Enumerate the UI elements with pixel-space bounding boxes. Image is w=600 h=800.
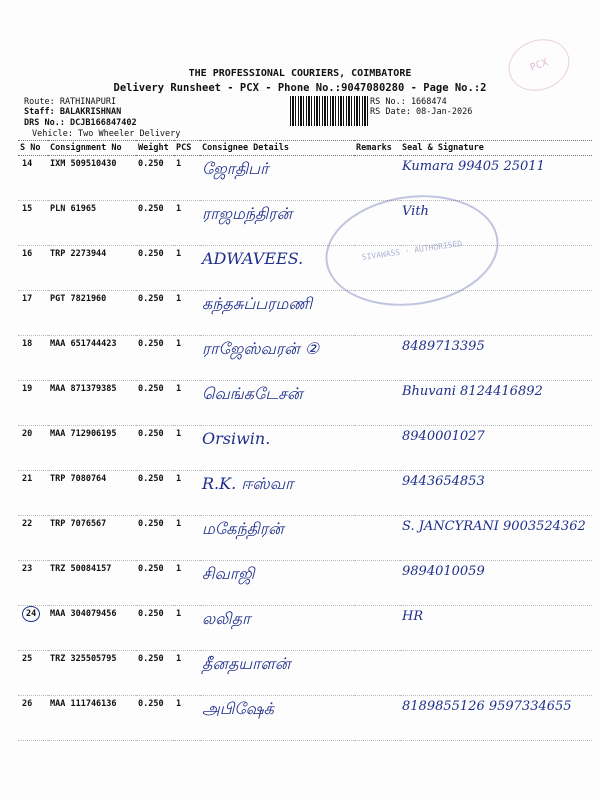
pcs-cell-text: 1 <box>176 204 182 214</box>
weight-cell <box>136 516 174 561</box>
consignee-cell-text: ADWAVEES. <box>202 249 304 268</box>
table-row <box>18 426 592 471</box>
consignment-cell-text: PGT 7821960 <box>50 294 107 304</box>
pcs-cell <box>174 471 200 516</box>
weight-cell-text: 0.250 <box>138 339 164 349</box>
table-row <box>18 651 592 696</box>
sno-cell <box>18 606 48 651</box>
weight-cell <box>136 651 174 696</box>
weight-cell-text: 0.250 <box>138 654 164 664</box>
weight-cell-text: 0.250 <box>138 384 164 394</box>
pcs-cell <box>174 156 200 201</box>
sno-cell-text: 16 <box>22 249 33 259</box>
pcs-cell-text: 1 <box>176 474 182 484</box>
vehicle-label: Vehicle: Two Wheeler Delivery <box>32 129 181 139</box>
consignee-cell-text: R.K. ஈஸ்வா <box>202 474 294 493</box>
col-weight: Weight <box>136 141 174 156</box>
route-label: Route: RATHINAPURI <box>24 97 117 107</box>
consignee-cell <box>200 696 354 741</box>
table-row <box>18 336 592 381</box>
consignment-cell-text: TRZ 50084157 <box>50 564 112 574</box>
sno-cell-text: 24 <box>22 606 40 622</box>
sno-cell-text: 26 <box>22 699 33 709</box>
signature-cell-text: 9443654853 <box>402 474 485 489</box>
consignment-cell-text: IXM 509510430 <box>50 159 117 169</box>
consignment-cell <box>48 336 136 381</box>
weight-cell <box>136 246 174 291</box>
pcs-cell-text: 1 <box>176 159 182 169</box>
sno-cell <box>18 471 48 516</box>
col-signature: Seal & Signature <box>400 141 592 156</box>
weight-cell-text: 0.250 <box>138 249 164 259</box>
consignment-cell-text: MAA 712906195 <box>50 429 117 439</box>
consignee-cell-text: லலிதா <box>202 609 251 628</box>
pcs-cell <box>174 336 200 381</box>
pcs-cell <box>174 381 200 426</box>
signature-cell <box>400 696 592 741</box>
table-row <box>18 696 592 741</box>
weight-cell <box>136 426 174 471</box>
faint-stamp: PCX <box>501 31 576 99</box>
consignment-cell-text: MAA 304079456 <box>50 609 117 619</box>
consignment-cell <box>48 561 136 606</box>
consignment-cell <box>48 156 136 201</box>
weight-cell-text: 0.250 <box>138 609 164 619</box>
company-seal: SIVAWASS · AUTHORISED <box>318 184 505 316</box>
table-row <box>18 561 592 606</box>
sno-cell-text: 21 <box>22 474 33 484</box>
weight-cell <box>136 606 174 651</box>
remarks-cell <box>354 156 400 201</box>
col-consignment: Consignment No <box>48 141 136 156</box>
pcs-cell-text: 1 <box>176 519 182 529</box>
signature-cell-text: HR <box>402 609 424 624</box>
sno-cell-text: 15 <box>22 204 33 214</box>
signature-cell-text: Bhuvani 8124416892 <box>402 384 543 399</box>
pcs-cell <box>174 651 200 696</box>
weight-cell-text: 0.250 <box>138 204 164 214</box>
table-row <box>18 471 592 516</box>
signature-cell <box>400 561 592 606</box>
consignee-cell <box>200 606 354 651</box>
consignment-cell-text: MAA 871379385 <box>50 384 117 394</box>
pcs-cell <box>174 561 200 606</box>
consignee-cell <box>200 426 354 471</box>
consignment-cell-text: MAA 651744423 <box>50 339 117 349</box>
col-consignee: Consignee Details <box>200 141 354 156</box>
remarks-cell <box>354 381 400 426</box>
sno-cell <box>18 426 48 471</box>
pcs-cell-text: 1 <box>176 249 182 259</box>
weight-cell-text: 0.250 <box>138 429 164 439</box>
company-title: THE PROFESSIONAL COURIERS, COIMBATORE <box>188 68 412 79</box>
pcs-cell <box>174 426 200 471</box>
weight-cell-text: 0.250 <box>138 474 164 484</box>
consignment-cell-text: TRP 2273944 <box>50 249 107 259</box>
pcs-cell-text: 1 <box>176 699 182 709</box>
sno-cell-text: 19 <box>22 384 33 394</box>
weight-cell-text: 0.250 <box>138 699 164 709</box>
weight-cell <box>136 696 174 741</box>
table-row <box>18 606 592 651</box>
pcs-cell-text: 1 <box>176 384 182 394</box>
consignment-cell-text: PLN 61965 <box>50 204 97 214</box>
consignee-cell-text: கந்தசுப்பரமணி <box>202 294 313 313</box>
consignee-cell <box>200 561 354 606</box>
consignee-cell-text: ஜோதிபர் <box>202 159 269 178</box>
signature-cell-text: 8189855126 9597334655 <box>402 699 572 714</box>
consignee-cell-text: ராஜமந்திரன் <box>202 204 292 223</box>
col-pcs: PCS <box>174 141 200 156</box>
table-row <box>18 156 592 201</box>
col-sno: S No <box>18 141 48 156</box>
weight-cell-text: 0.250 <box>138 564 164 574</box>
table-row <box>18 291 592 336</box>
consignee-cell <box>200 651 354 696</box>
sno-cell-text: 20 <box>22 429 33 439</box>
weight-cell <box>136 201 174 246</box>
sno-cell-text: 23 <box>22 564 33 574</box>
signature-cell <box>400 156 592 201</box>
staff-label: Staff: BALAKRISHNAN <box>24 107 122 117</box>
sno-cell-text: 22 <box>22 519 33 529</box>
runsheet-subtitle: Delivery Runsheet - PCX - Phone No.:9047080280 - Page No.:2 <box>113 82 487 94</box>
consignment-cell <box>48 201 136 246</box>
remarks-cell <box>354 516 400 561</box>
sno-cell-text: 17 <box>22 294 33 304</box>
remarks-cell <box>354 471 400 516</box>
consignment-cell <box>48 381 136 426</box>
sno-cell <box>18 651 48 696</box>
consignment-cell <box>48 426 136 471</box>
signature-cell-text: 8940001027 <box>402 429 485 444</box>
table-row <box>18 246 592 291</box>
pcs-cell-text: 1 <box>176 564 182 574</box>
signature-cell <box>400 516 592 561</box>
pcs-cell <box>174 246 200 291</box>
consignee-cell-text: சிவாஜி <box>202 564 255 583</box>
pcs-cell-text: 1 <box>176 429 182 439</box>
weight-cell <box>136 291 174 336</box>
remarks-cell <box>354 696 400 741</box>
table-row <box>18 381 592 426</box>
signature-cell-text: 9894010059 <box>402 564 485 579</box>
table-row <box>18 201 592 246</box>
consignment-cell <box>48 696 136 741</box>
weight-cell-text: 0.250 <box>138 159 164 169</box>
sno-cell <box>18 561 48 606</box>
consignee-cell-text: அபிஷேக் <box>202 699 274 718</box>
consignment-cell-text: MAA 111746136 <box>50 699 117 709</box>
signature-cell <box>400 381 592 426</box>
remarks-cell <box>354 336 400 381</box>
pcs-cell-text: 1 <box>176 609 182 619</box>
col-remarks: Remarks <box>354 141 400 156</box>
barcode <box>290 96 368 126</box>
runsheet-table <box>18 140 592 741</box>
remarks-cell <box>354 651 400 696</box>
remarks-cell <box>354 426 400 471</box>
table-header-row <box>18 141 592 156</box>
pcs-cell <box>174 606 200 651</box>
signature-cell <box>400 336 592 381</box>
weight-cell-text: 0.250 <box>138 519 164 529</box>
consignee-cell-text: Orsiwin. <box>202 429 271 448</box>
consignee-cell-text: வெங்கடேசன் <box>202 384 303 403</box>
remarks-cell <box>354 606 400 651</box>
sno-cell <box>18 246 48 291</box>
sno-cell <box>18 696 48 741</box>
consignment-cell <box>48 246 136 291</box>
rs-date-label: RS Date: 08-Jan-2026 <box>370 107 473 117</box>
pcs-cell <box>174 516 200 561</box>
signature-cell-text: Kumara 99405 25011 <box>402 159 545 174</box>
consignee-cell <box>200 516 354 561</box>
sno-cell-text: 25 <box>22 654 33 664</box>
sno-cell-text: 18 <box>22 339 33 349</box>
sno-cell <box>18 336 48 381</box>
weight-cell <box>136 381 174 426</box>
rs-no-label: RS No.: 1668474 <box>370 97 447 107</box>
weight-cell <box>136 336 174 381</box>
consignment-cell <box>48 471 136 516</box>
consignee-cell <box>200 381 354 426</box>
sno-cell <box>18 291 48 336</box>
sno-cell <box>18 381 48 426</box>
consignee-cell <box>200 336 354 381</box>
consignee-cell-text: ராஜேஸ்வரன் ② <box>202 339 320 358</box>
sno-cell <box>18 156 48 201</box>
sno-cell-text: 14 <box>22 159 33 169</box>
signature-cell-text: Vith <box>402 204 429 219</box>
remarks-cell <box>354 561 400 606</box>
signature-cell <box>400 471 592 516</box>
consignee-cell-text: தீனதயாளன் <box>202 654 291 673</box>
signature-cell-text: S. JANCYRANI 9003524362 <box>402 519 586 534</box>
consignee-cell-text: மகேந்திரன் <box>202 519 284 538</box>
pcs-cell <box>174 201 200 246</box>
signature-cell-text: 8489713395 <box>402 339 485 354</box>
consignment-cell-text: TRP 7080764 <box>50 474 107 484</box>
consignee-cell <box>200 156 354 201</box>
signature-cell <box>400 651 592 696</box>
pcs-cell <box>174 291 200 336</box>
pcs-cell-text: 1 <box>176 654 182 664</box>
consignment-cell <box>48 606 136 651</box>
sno-cell <box>18 516 48 561</box>
consignment-cell-text: TRP 7076567 <box>50 519 107 529</box>
consignment-cell <box>48 516 136 561</box>
pcs-cell-text: 1 <box>176 339 182 349</box>
weight-cell <box>136 471 174 516</box>
table-row <box>18 516 592 561</box>
drs-label: DRS No.: DCJB166847402 <box>24 118 137 128</box>
signature-cell <box>400 426 592 471</box>
sno-cell <box>18 201 48 246</box>
pcs-cell <box>174 696 200 741</box>
consignee-cell <box>200 291 354 336</box>
weight-cell-text: 0.250 <box>138 294 164 304</box>
consignment-cell-text: TRZ 325505795 <box>50 654 117 664</box>
weight-cell <box>136 156 174 201</box>
weight-cell <box>136 561 174 606</box>
consignee-cell <box>200 471 354 516</box>
consignment-cell <box>48 651 136 696</box>
consignment-cell <box>48 291 136 336</box>
signature-cell <box>400 606 592 651</box>
pcs-cell-text: 1 <box>176 294 182 304</box>
